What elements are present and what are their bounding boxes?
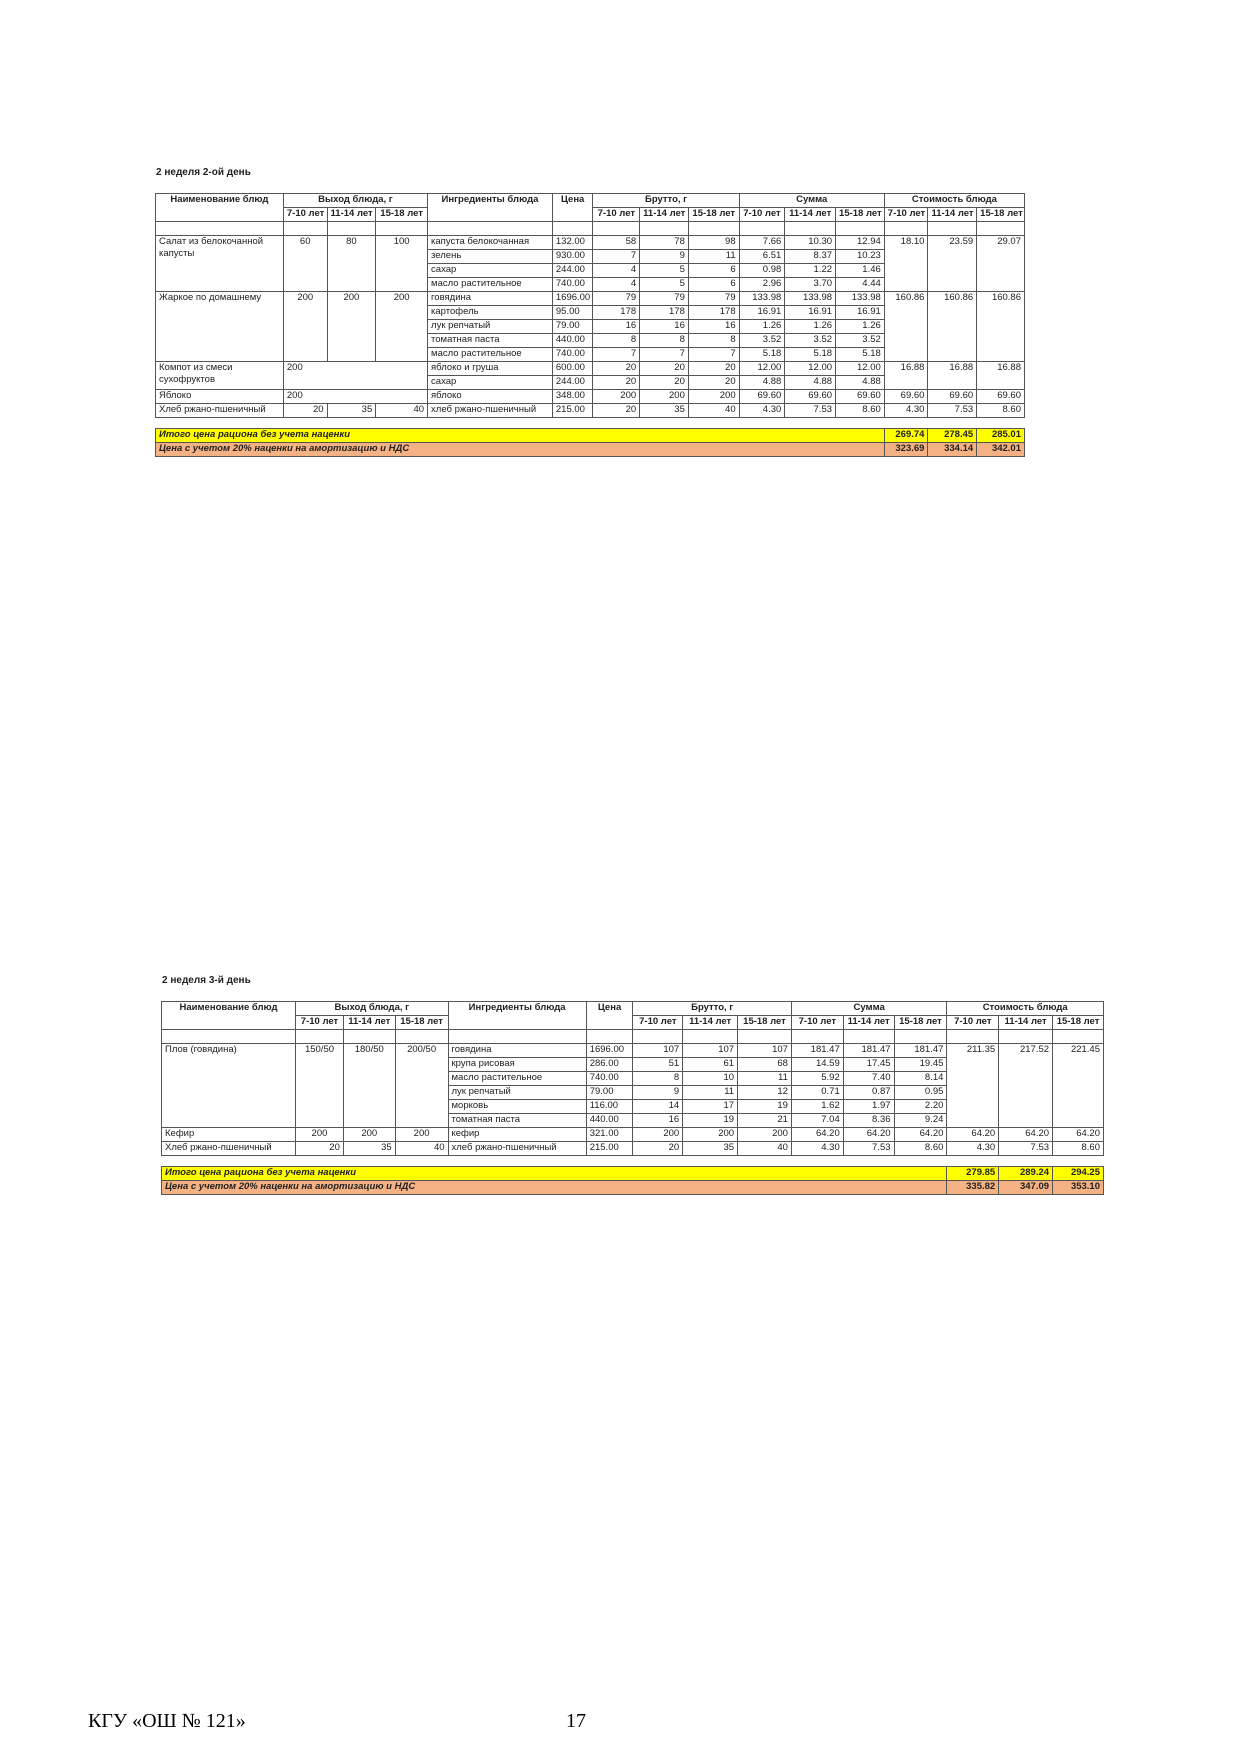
ingredient-name: зелень	[428, 250, 553, 264]
dish-yield: 200	[283, 292, 327, 362]
ingredient-price: 440.00	[552, 334, 593, 348]
ingredient-name: лук репчатый	[448, 1086, 586, 1100]
markup-row	[162, 1181, 1104, 1195]
markup-value: 353.10	[1053, 1181, 1104, 1195]
header-age: 11-14 лет	[327, 208, 376, 222]
ingredient-price: 600.00	[552, 362, 593, 376]
table-row	[162, 1128, 1104, 1142]
ingredient-price: 244.00	[552, 264, 593, 278]
ingredient-sum: 14.59	[791, 1058, 843, 1072]
header-age: 15-18 лет	[738, 1016, 792, 1030]
gross-weight: 7	[640, 348, 689, 362]
gross-weight: 107	[738, 1044, 792, 1058]
gross-weight: 79	[640, 292, 689, 306]
ingredient-sum: 64.20	[843, 1128, 894, 1142]
gross-weight: 8	[688, 334, 739, 348]
gross-weight: 51	[633, 1058, 683, 1072]
dish-yield: 35	[343, 1142, 395, 1156]
ingredient-name: яблоко и груша	[428, 362, 553, 376]
dish-cost: 8.60	[1053, 1142, 1104, 1156]
total-value: 269.74	[884, 429, 928, 443]
dish-cost: 221.45	[1053, 1044, 1104, 1128]
gross-weight: 4	[593, 278, 640, 292]
gross-weight: 21	[738, 1114, 792, 1128]
ingredient-sum: 4.88	[739, 376, 785, 390]
gross-weight: 35	[640, 404, 689, 418]
gross-weight: 200	[593, 390, 640, 404]
ingredient-sum: 8.36	[843, 1114, 894, 1128]
ingredient-price: 215.00	[586, 1142, 633, 1156]
header-age: 7-10 лет	[633, 1016, 683, 1030]
ingredient-sum: 7.40	[843, 1072, 894, 1086]
dish-yield: 35	[327, 404, 376, 418]
dish-cost: 217.52	[999, 1044, 1053, 1128]
gross-weight: 98	[688, 236, 739, 250]
ingredient-sum: 3.70	[785, 278, 836, 292]
gross-weight: 79	[593, 292, 640, 306]
header-gross: Брутто, г	[593, 194, 739, 208]
total-row	[156, 429, 1025, 443]
ingredient-sum: 69.60	[785, 390, 836, 404]
ingredient-sum: 7.66	[739, 236, 785, 250]
header-age: 15-18 лет	[1053, 1016, 1104, 1030]
dish-cost: 8.60	[977, 404, 1025, 418]
gross-weight: 16	[593, 320, 640, 334]
dish-yield: 60	[283, 236, 327, 292]
dish-yield: 20	[283, 404, 327, 418]
header-age: 11-14 лет	[640, 208, 689, 222]
dish-cost: 69.60	[977, 390, 1025, 404]
ingredient-sum: 8.37	[785, 250, 836, 264]
ingredient-name: масло растительное	[428, 348, 553, 362]
gross-weight: 7	[688, 348, 739, 362]
gross-weight: 200	[688, 390, 739, 404]
header-price: Цена	[586, 1002, 633, 1030]
day2-title: 2 неделя 2-ой день	[156, 167, 251, 178]
total-value: 279.85	[947, 1167, 999, 1181]
gross-weight: 178	[640, 306, 689, 320]
gross-weight: 10	[683, 1072, 738, 1086]
gross-weight: 107	[683, 1044, 738, 1058]
dish-cost: 64.20	[999, 1128, 1053, 1142]
dish-cost: 29.07	[977, 236, 1025, 292]
gross-weight: 107	[633, 1044, 683, 1058]
gross-weight: 20	[640, 362, 689, 376]
gross-weight: 178	[688, 306, 739, 320]
ingredient-sum: 16.91	[785, 306, 836, 320]
ingredient-name: морковь	[448, 1100, 586, 1114]
header-age: 7-10 лет	[593, 208, 640, 222]
ingredient-price: 132.00	[552, 236, 593, 250]
ingredient-price: 244.00	[552, 376, 593, 390]
dish-cost: 4.30	[884, 404, 928, 418]
gross-weight: 19	[683, 1114, 738, 1128]
footer-page-number: 17	[566, 1710, 586, 1732]
ingredient-sum: 0.98	[739, 264, 785, 278]
gross-weight: 20	[633, 1142, 683, 1156]
dish-cost: 16.88	[977, 362, 1025, 390]
ingredient-price: 440.00	[586, 1114, 633, 1128]
gross-weight: 16	[633, 1114, 683, 1128]
table-row	[162, 1142, 1104, 1156]
ingredient-sum: 0.95	[894, 1086, 947, 1100]
dish-yield: 40	[376, 404, 428, 418]
dish-cost: 18.10	[884, 236, 928, 292]
ingredient-sum: 16.91	[836, 306, 885, 320]
ingredient-sum: 10.30	[785, 236, 836, 250]
dish-name: Хлеб ржано-пшеничный	[162, 1142, 296, 1156]
dish-yield: 150/50	[296, 1044, 344, 1128]
table-row	[156, 390, 1025, 404]
ingredient-price: 95.00	[552, 306, 593, 320]
ingredient-price: 215.00	[552, 404, 593, 418]
ingredient-sum: 1.26	[836, 320, 885, 334]
gross-weight: 35	[683, 1142, 738, 1156]
ingredient-sum: 2.96	[739, 278, 785, 292]
gross-weight: 8	[633, 1072, 683, 1086]
markup-label: Цена с учетом 20% наценки на амортизацию и НДС	[162, 1181, 947, 1195]
header-age: 15-18 лет	[977, 208, 1025, 222]
gross-weight: 8	[640, 334, 689, 348]
dish-cost: 16.88	[928, 362, 977, 390]
header-age: 7-10 лет	[739, 208, 785, 222]
gross-weight: 20	[593, 404, 640, 418]
dish-name: Жаркое по домашнему	[156, 292, 284, 362]
header-age: 7-10 лет	[947, 1016, 999, 1030]
header-age: 7-10 лет	[791, 1016, 843, 1030]
dish-cost: 160.86	[884, 292, 928, 362]
gross-weight: 20	[593, 376, 640, 390]
dish-cost: 64.20	[1053, 1128, 1104, 1142]
dish-cost: 160.86	[928, 292, 977, 362]
header-age: 11-14 лет	[843, 1016, 894, 1030]
ingredient-sum: 7.53	[843, 1142, 894, 1156]
gross-weight: 40	[738, 1142, 792, 1156]
gross-weight: 20	[688, 362, 739, 376]
dish-name: Кефир	[162, 1128, 296, 1142]
gross-weight: 7	[593, 348, 640, 362]
gross-weight: 4	[593, 264, 640, 278]
gross-weight: 178	[593, 306, 640, 320]
ingredient-sum: 5.18	[739, 348, 785, 362]
dish-name: Яблоко	[156, 390, 284, 404]
gross-weight: 200	[633, 1128, 683, 1142]
dish-yield: 200	[327, 292, 376, 362]
header-cost: Стоимость блюда	[947, 1002, 1104, 1016]
dish-yield: 200	[395, 1128, 448, 1142]
ingredient-name: томатная паста	[448, 1114, 586, 1128]
ingredient-sum: 4.30	[739, 404, 785, 418]
ingredient-sum: 4.44	[836, 278, 885, 292]
dish-yield: 180/50	[343, 1044, 395, 1128]
ingredient-sum: 17.45	[843, 1058, 894, 1072]
table-row	[156, 404, 1025, 418]
ingredient-sum: 181.47	[843, 1044, 894, 1058]
gross-weight: 78	[640, 236, 689, 250]
table-row	[162, 1044, 1104, 1058]
ingredient-name: крупа рисовая	[448, 1058, 586, 1072]
header-gross: Брутто, г	[633, 1002, 791, 1016]
gross-weight: 68	[738, 1058, 792, 1072]
header-dish-name: Наименование блюд	[156, 194, 284, 222]
dish-yield: 100	[376, 236, 428, 292]
header-age: 7-10 лет	[884, 208, 928, 222]
ingredient-sum: 12.00	[739, 362, 785, 376]
header-ingredients: Ингредиенты блюда	[448, 1002, 586, 1030]
gross-weight: 11	[688, 250, 739, 264]
ingredient-sum: 8.60	[894, 1142, 947, 1156]
ingredient-name: хлеб ржано-пшеничный	[448, 1142, 586, 1156]
markup-value: 347.09	[999, 1181, 1053, 1195]
ingredient-price: 930.00	[552, 250, 593, 264]
ingredient-price: 79.00	[586, 1086, 633, 1100]
ingredient-price: 740.00	[586, 1072, 633, 1086]
header-age: 7-10 лет	[283, 208, 327, 222]
gross-weight: 20	[688, 376, 739, 390]
gross-weight: 5	[640, 264, 689, 278]
ingredient-price: 740.00	[552, 348, 593, 362]
ingredient-name: говядина	[428, 292, 553, 306]
ingredient-name: капуста белокочанная	[428, 236, 553, 250]
ingredient-sum: 5.18	[785, 348, 836, 362]
markup-value: 323.69	[884, 443, 928, 457]
gross-weight: 20	[640, 376, 689, 390]
dish-name: Салат из белокочанной капусты	[156, 236, 284, 292]
ingredient-sum: 16.91	[739, 306, 785, 320]
dish-yield: 200	[376, 292, 428, 362]
ingredient-name: сахар	[428, 376, 553, 390]
dish-yield: 200	[283, 362, 427, 390]
dish-yield: 200	[283, 390, 427, 404]
ingredient-name: сахар	[428, 264, 553, 278]
ingredient-sum: 1.62	[791, 1100, 843, 1114]
header-yield: Выход блюда, г	[283, 194, 427, 208]
dish-yield: 200/50	[395, 1044, 448, 1128]
ingredient-sum: 64.20	[894, 1128, 947, 1142]
ingredient-name: томатная паста	[428, 334, 553, 348]
gross-weight: 200	[738, 1128, 792, 1142]
ingredient-sum: 4.30	[791, 1142, 843, 1156]
dish-cost: 16.88	[884, 362, 928, 390]
ingredient-sum: 5.92	[791, 1072, 843, 1086]
table-row	[156, 362, 1025, 376]
total-value: 294.25	[1053, 1167, 1104, 1181]
gross-weight: 6	[688, 264, 739, 278]
header-age: 15-18 лет	[894, 1016, 947, 1030]
dish-yield: 40	[395, 1142, 448, 1156]
dish-name: Компот из смеси сухофруктов	[156, 362, 284, 390]
ingredient-price: 1696.00	[552, 292, 593, 306]
ingredient-name: хлеб ржано-пшеничный	[428, 404, 553, 418]
header-age: 15-18 лет	[376, 208, 428, 222]
ingredient-sum: 64.20	[791, 1128, 843, 1142]
ingredient-sum: 1.22	[785, 264, 836, 278]
ingredient-price: 1696.00	[586, 1044, 633, 1058]
gross-weight: 7	[593, 250, 640, 264]
ingredient-name: кефир	[448, 1128, 586, 1142]
ingredient-price: 116.00	[586, 1100, 633, 1114]
dish-cost: 69.60	[928, 390, 977, 404]
dish-name: Хлеб ржано-пшеничный	[156, 404, 284, 418]
ingredient-sum: 133.98	[785, 292, 836, 306]
table-row	[156, 236, 1025, 250]
ingredient-sum: 7.53	[785, 404, 836, 418]
header-age: 15-18 лет	[395, 1016, 448, 1030]
ingredient-price: 79.00	[552, 320, 593, 334]
ingredient-sum: 8.60	[836, 404, 885, 418]
ingredient-sum: 133.98	[836, 292, 885, 306]
ingredient-sum: 3.52	[785, 334, 836, 348]
ingredient-sum: 12.00	[836, 362, 885, 376]
ingredient-sum: 4.88	[836, 376, 885, 390]
markup-row	[156, 443, 1025, 457]
dish-cost: 211.35	[947, 1044, 999, 1128]
dish-cost: 4.30	[947, 1142, 999, 1156]
header-age: 15-18 лет	[688, 208, 739, 222]
ingredient-sum: 69.60	[836, 390, 885, 404]
total-value: 289.24	[999, 1167, 1053, 1181]
gross-weight: 20	[593, 362, 640, 376]
ingredient-sum: 12.00	[785, 362, 836, 376]
footer-org: КГУ «ОШ № 121»	[88, 1710, 246, 1732]
header-cost: Стоимость блюда	[884, 194, 1024, 208]
day2-menu-table	[155, 193, 1025, 457]
ingredient-sum: 133.98	[739, 292, 785, 306]
ingredient-name: масло растительное	[448, 1072, 586, 1086]
day3-title: 2 неделя 3-й день	[162, 975, 251, 986]
ingredient-price: 286.00	[586, 1058, 633, 1072]
ingredient-sum: 181.47	[894, 1044, 947, 1058]
header-age: 7-10 лет	[296, 1016, 344, 1030]
header-ingredients: Ингредиенты блюда	[428, 194, 553, 222]
ingredient-name: лук репчатый	[428, 320, 553, 334]
ingredient-name: яблоко	[428, 390, 553, 404]
gross-weight: 6	[688, 278, 739, 292]
ingredient-sum: 9.24	[894, 1114, 947, 1128]
gross-weight: 40	[688, 404, 739, 418]
header-dish-name: Наименование блюд	[162, 1002, 296, 1030]
ingredient-sum: 181.47	[791, 1044, 843, 1058]
ingredient-sum: 1.97	[843, 1100, 894, 1114]
ingredient-sum: 0.87	[843, 1086, 894, 1100]
ingredient-sum: 69.60	[739, 390, 785, 404]
gross-weight: 11	[738, 1072, 792, 1086]
gross-weight: 9	[640, 250, 689, 264]
header-sum: Сумма	[791, 1002, 946, 1016]
dish-yield: 20	[296, 1142, 344, 1156]
ingredient-sum: 8.14	[894, 1072, 947, 1086]
dish-yield: 200	[296, 1128, 344, 1142]
gross-weight: 5	[640, 278, 689, 292]
header-age: 11-14 лет	[928, 208, 977, 222]
ingredient-price: 321.00	[586, 1128, 633, 1142]
total-label: Итого цена рациона без учета наценки	[162, 1167, 947, 1181]
gross-weight: 14	[633, 1100, 683, 1114]
day3-menu-table	[161, 1001, 1104, 1195]
ingredient-sum: 12.94	[836, 236, 885, 250]
gross-weight: 17	[683, 1100, 738, 1114]
ingredient-name: масло растительное	[428, 278, 553, 292]
gross-weight: 58	[593, 236, 640, 250]
ingredient-sum: 2.20	[894, 1100, 947, 1114]
ingredient-name: говядина	[448, 1044, 586, 1058]
gross-weight: 11	[683, 1086, 738, 1100]
dish-name: Плов (говядина)	[162, 1044, 296, 1128]
ingredient-sum: 3.52	[836, 334, 885, 348]
dish-cost: 7.53	[928, 404, 977, 418]
header-sum: Сумма	[739, 194, 884, 208]
gross-weight: 16	[640, 320, 689, 334]
ingredient-price: 740.00	[552, 278, 593, 292]
gross-weight: 12	[738, 1086, 792, 1100]
gross-weight: 200	[683, 1128, 738, 1142]
ingredient-sum: 19.45	[894, 1058, 947, 1072]
gross-weight: 19	[738, 1100, 792, 1114]
markup-value: 334.14	[928, 443, 977, 457]
gross-weight: 16	[688, 320, 739, 334]
markup-value: 335.82	[947, 1181, 999, 1195]
ingredient-name: картофель	[428, 306, 553, 320]
header-yield: Выход блюда, г	[296, 1002, 448, 1016]
ingredient-sum: 1.26	[739, 320, 785, 334]
markup-label: Цена с учетом 20% наценки на амортизацию и НДС	[156, 443, 885, 457]
ingredient-sum: 1.46	[836, 264, 885, 278]
dish-cost: 160.86	[977, 292, 1025, 362]
total-value: 285.01	[977, 429, 1025, 443]
ingredient-sum: 1.26	[785, 320, 836, 334]
dish-yield: 200	[343, 1128, 395, 1142]
ingredient-price: 348.00	[552, 390, 593, 404]
dish-cost: 69.60	[884, 390, 928, 404]
header-age: 11-14 лет	[343, 1016, 395, 1030]
total-row	[162, 1167, 1104, 1181]
header-age: 11-14 лет	[683, 1016, 738, 1030]
ingredient-sum: 3.52	[739, 334, 785, 348]
total-label: Итого цена рациона без учета наценки	[156, 429, 885, 443]
ingredient-sum: 4.88	[785, 376, 836, 390]
gross-weight: 61	[683, 1058, 738, 1072]
dish-cost: 7.53	[999, 1142, 1053, 1156]
header-age: 11-14 лет	[785, 208, 836, 222]
header-age: 11-14 лет	[999, 1016, 1053, 1030]
table-row	[156, 292, 1025, 306]
ingredient-sum: 7.04	[791, 1114, 843, 1128]
ingredient-sum: 0.71	[791, 1086, 843, 1100]
dish-yield: 80	[327, 236, 376, 292]
gross-weight: 79	[688, 292, 739, 306]
ingredient-sum: 5.18	[836, 348, 885, 362]
total-value: 278.45	[928, 429, 977, 443]
gross-weight: 200	[640, 390, 689, 404]
ingredient-sum: 10.23	[836, 250, 885, 264]
header-price: Цена	[552, 194, 593, 222]
dish-cost: 23.59	[928, 236, 977, 292]
ingredient-sum: 6.51	[739, 250, 785, 264]
gross-weight: 9	[633, 1086, 683, 1100]
header-age: 15-18 лет	[836, 208, 885, 222]
gross-weight: 8	[593, 334, 640, 348]
dish-cost: 64.20	[947, 1128, 999, 1142]
markup-value: 342.01	[977, 443, 1025, 457]
